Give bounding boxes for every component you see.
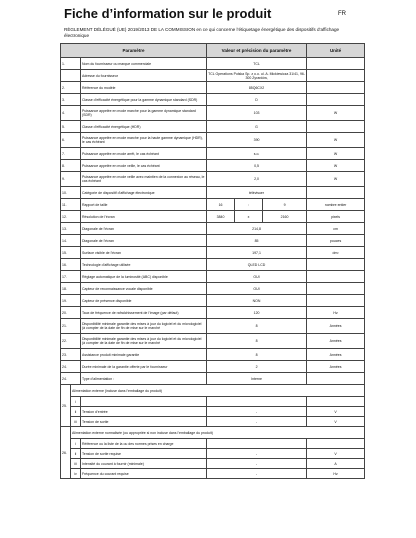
row-number: 22. [61,334,81,349]
row-value: OUI [207,283,307,295]
row-number: 14. [61,235,81,247]
row-number: 4. [61,106,81,121]
row-unit: dm² [307,247,365,259]
sub-row-label: Tension d’entrée [81,407,207,417]
row-number: 8. [61,160,81,172]
row-number: 7. [61,148,81,160]
table-row [61,82,365,94]
row-unit [307,271,365,283]
table-row [61,259,365,271]
table-row [61,361,365,373]
row-label: Puissance appelée en mode marche pour la haute gamme dynamique (HDR), le cas échéant [81,133,207,148]
row-unit: W [307,160,365,172]
sub-row-number: ii [71,407,81,417]
param-header: Paramètre [61,44,207,58]
row-label: Puissance appelée en mode arrêt, le cas échéant [81,148,207,160]
sub-row-label: Fréquence du courant requise [81,469,207,479]
row-label: Capteur de reconnaissance vocale disponible [81,283,207,295]
value-header: Valeur et précision du paramètre [207,44,307,58]
row-label: Résolution de l’écran [81,211,207,223]
row-value: 214,8 [207,223,307,235]
row-label: Assistance produit minimale garantie [81,349,207,361]
row-value: 85 [207,235,307,247]
table-row [61,385,365,397]
row-value: OUI [207,271,307,283]
row-label: Puissance appelée en mode veille avec maintien de la connexion au réseau, le cas échéant [81,172,207,187]
table-row [61,94,365,106]
row-number: 21. [61,319,81,334]
row-unit [307,187,365,199]
table-row [61,199,365,211]
row-value-a: 16 [207,199,235,211]
row-number: 6. [61,133,81,148]
row-value-b: 9 [263,199,307,211]
row-separator: x [235,211,263,223]
table-row [61,307,365,319]
row-number: 18. [61,283,81,295]
sub-row-value: - [207,469,307,479]
row-label: Disponibilité minimale garantie des mises à jour du logiciel et du micrologiciel (à compter de la date de fin de mise sur le marché [81,319,207,334]
sub-row-number: i [71,397,81,407]
row-label: Référence du modèle [81,82,207,94]
sub-row-value [207,397,307,407]
table-row [61,211,365,223]
section-title: Alimentation externe normalisée (ou appropriée si non incluse dans l’emballage du produit) [71,427,365,439]
row-label: Technologie d’affichage utilisée [81,259,207,271]
row-number: 2. [61,82,81,94]
section-title: Alimentation externe (incluse dans l’emballage du produit) [71,385,365,397]
section-number: 26. [61,427,71,479]
row-number: 17. [61,271,81,283]
row-number: 16. [61,259,81,271]
row-number: 9. [61,172,81,187]
row-number: 3. [61,94,81,106]
sub-row-value: - [207,459,307,469]
row-value: 197,1 [207,247,307,259]
row-value: G [207,121,307,133]
row-number [61,70,81,82]
table-row [61,121,365,133]
sub-row-unit: A [307,459,365,469]
row-unit: W [307,172,365,187]
table-row [61,271,365,283]
table-row [61,235,365,247]
row-value: 8 [207,349,307,361]
table-row [61,148,365,160]
row-unit [307,121,365,133]
row-separator: : [235,199,263,211]
row-label: Diagonale de l’écran [81,235,207,247]
sub-row-unit: V [307,417,365,427]
row-value: 120 [207,307,307,319]
row-unit: nombre entier [307,199,365,211]
product-table [60,43,365,479]
table-row [61,295,365,307]
unit-header: Unité [307,44,365,58]
row-label: Réglage automatique de la luminosité (ABC) disponible [81,271,207,283]
sub-row-number: iv [71,469,81,479]
row-number: 19. [61,295,81,307]
table-row [61,160,365,172]
row-unit: W [307,106,365,121]
table-row [61,283,365,295]
table-row [61,397,365,407]
row-label: Rapport de taille [81,199,207,211]
row-number: 24. [61,373,81,385]
row-unit [307,283,365,295]
row-unit [307,295,365,307]
table-row [61,58,365,70]
table-row [61,449,365,459]
row-label: Diagonale de l’écran [81,223,207,235]
table-row [61,247,365,259]
row-label: Surface visible de l’écran [81,247,207,259]
row-unit [307,58,365,70]
row-label: Capteur de présence disponible [81,295,207,307]
row-number: 15. [61,247,81,259]
sub-row-number: ii [71,449,81,459]
table-row [61,223,365,235]
table-row [61,133,365,148]
table-row [61,172,365,187]
row-label: Catégorie de dispositif d’affichage électronique [81,187,207,199]
table-row [61,469,365,479]
row-number: 5. [61,121,81,133]
row-label: Durée minimale de la garantie offerte par le fournisseur [81,361,207,373]
table-row [61,349,365,361]
sub-row-unit: Hz [307,469,365,479]
table-row [61,459,365,469]
sub-row-label: Intensité du courant à fournir (minimale) [81,459,207,469]
table-row [61,70,365,82]
row-unit: pouces [307,235,365,247]
row-unit: Années [307,334,365,349]
row-number: 24. [61,361,81,373]
row-label: Nom du fournisseur ou marque commerciale [81,58,207,70]
sub-row-value [207,439,307,449]
row-number: 11. [61,199,81,211]
row-label: Puissance appelée en mode marche pour la gamme dynamique standard (SDR) [81,106,207,121]
row-unit: Années [307,319,365,334]
row-value: QLED LCD [207,259,307,271]
row-value: s.o. [207,148,307,160]
table-row [61,427,365,439]
row-unit: Années [307,361,365,373]
row-value: Interne [207,373,307,385]
table-row [61,334,365,349]
row-number: 10. [61,187,81,199]
sub-row-number: iii [71,459,81,469]
sub-row-label [81,397,207,407]
row-value: 103 [207,106,307,121]
sub-row-label: Référence ou la liste de la ou des normes prises en charge [81,439,207,449]
row-unit [307,82,365,94]
table-row [61,439,365,449]
table-row [61,106,365,121]
row-label: Type d’alimentation : [81,373,207,385]
row-value: D [207,94,307,106]
row-value: télévisuer [207,187,307,199]
table-row [61,373,365,385]
row-unit [307,70,365,82]
sub-row-value: - [207,417,307,427]
row-unit: W [307,148,365,160]
regulation-text: RÈGLEMENT DÉLÉGUÉ (UE) 2019/2013 DE LA COMMISSION en ce qui concerne l’étiquetage énergétique des dispositifs d’affichage électronique [64,27,340,38]
sub-row-number: iii [71,417,81,427]
sub-row-unit [307,439,365,449]
row-number: 12. [61,211,81,223]
row-unit: W [307,133,365,148]
sub-row-unit: V [307,407,365,417]
row-label: Taux de fréquence de rafraîchissement de l’image (par défaut) [81,307,207,319]
table-row [61,417,365,427]
row-unit [307,94,365,106]
row-label: Puissance appelée en mode veille, le cas échéant [81,160,207,172]
row-value: 2 [207,361,307,373]
row-label: Disponibilité minimale garantie des mises à jour du logiciel et du micrologiciel (à compter de la date de fin de mise sur le marché [81,334,207,349]
section-number: 25. [61,385,71,427]
row-value: NON [207,295,307,307]
row-number: 23. [61,349,81,361]
row-unit [307,259,365,271]
sub-row-unit [307,397,365,407]
row-value-a: 3840 [207,211,235,223]
sub-row-number: i [71,439,81,449]
row-number: 20. [61,307,81,319]
row-value: 8 [207,319,307,334]
row-value: 8 [207,334,307,349]
row-unit: cm [307,223,365,235]
row-label: Adresse du fournisseur [81,70,207,82]
row-value: 390 [207,133,307,148]
row-number: 1. [61,58,81,70]
row-value-b: 2160 [263,211,307,223]
sub-row-label: Tension de sortie requise [81,449,207,459]
row-value: 85Q6CX2 [207,82,307,94]
table-row [61,407,365,417]
row-unit: Années [307,349,365,361]
row-value: 0,5 [207,160,307,172]
sub-row-value: - [207,449,307,459]
row-unit: Hz [307,307,365,319]
row-unit: pixels [307,211,365,223]
row-number: 13. [61,223,81,235]
sub-row-label: Tension de sortie [81,417,207,427]
sub-row-unit: V [307,449,365,459]
row-value: 2,0 [207,172,307,187]
row-value: TCL Operations Polska Sp. z o.o. ul. A. Mickiewicza 31/41, 96-300 Żyrardów, [208,71,306,80]
table-body [61,58,365,479]
table-row [61,319,365,334]
row-unit [307,373,365,385]
row-value: TCL [207,58,307,70]
row-label: Classe d’efficacité énergétique (HDR) [81,121,207,133]
table-row [61,187,365,199]
sub-row-value: - [207,407,307,417]
row-label: Classe d’efficacité énergétique pour la gamme dynamique standard (SDR) [81,94,207,106]
language-code: FR [338,11,346,17]
page-title: Fiche d’information sur le produit [64,6,272,21]
